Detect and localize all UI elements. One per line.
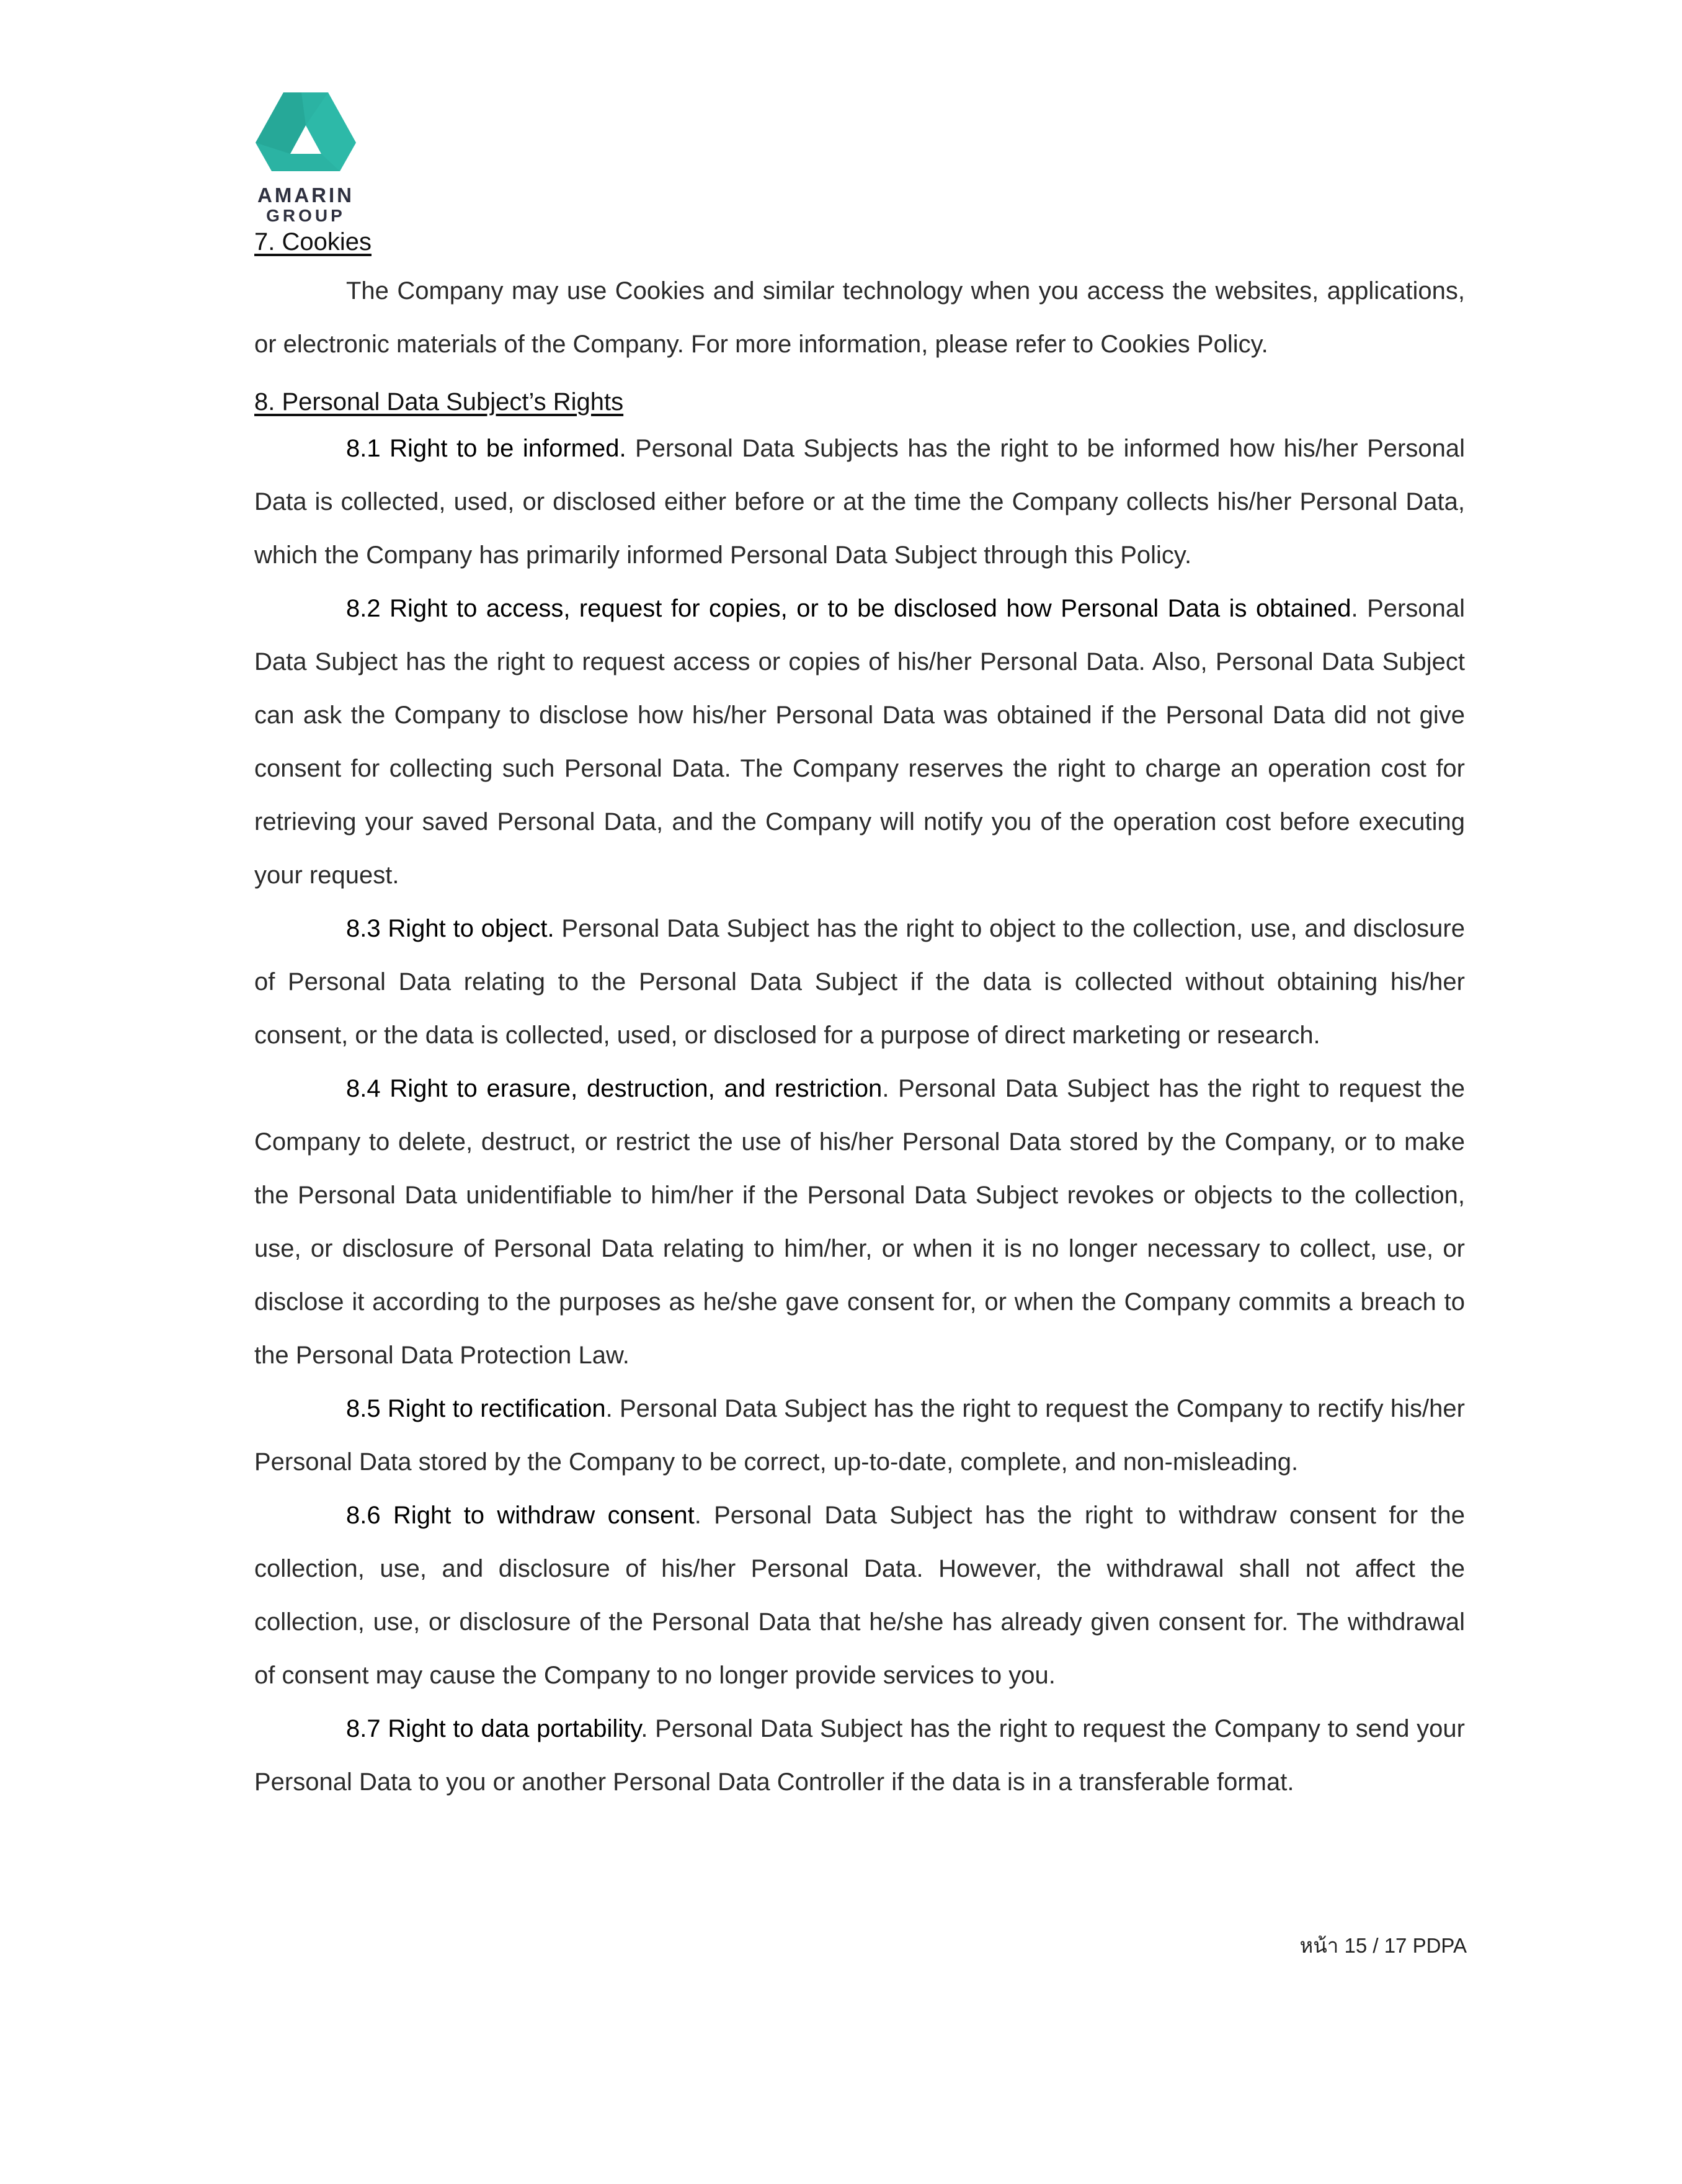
right-item-8-5 (254, 1382, 1465, 1489)
logo-wordmark: AMARIN (257, 184, 354, 207)
right-description: . Personal Data Subject has the right to request the Company to rectify his/her Personal Data stored by the Company to be correct, up-to-date, complete, and non-misleading. (254, 1395, 1465, 1476)
right-title: 8.7 Right to data portability (346, 1715, 641, 1742)
right-title: 8.3 Right to object. (346, 915, 554, 942)
right-title: 8.1 Right to be informed. (346, 435, 626, 462)
right-item-8-3 (254, 902, 1465, 1062)
page-footer: หน้า 15 / 17 PDPA (1299, 1934, 1467, 1957)
right-description: Personal Data Subject has the right to object to the collection, use, and disclosure of Personal Data relating to the Personal Data Subject if the data is collected without obtaining his/her consent, or the data is collected, used, or disclosed for a purpose of direct marketing or research. (254, 915, 1465, 1049)
right-title: 8.5 Right to rectification (346, 1395, 606, 1422)
document-body (254, 225, 1465, 1809)
cookies-paragraph: The Company may use Cookies and similar technology when you access the websites, applications, or electronic materials of the Company. For more information, please refer to Cookies Policy. (254, 277, 1465, 358)
section-heading-rights: 8. Personal Data Subject’s Rights (254, 388, 624, 416)
right-description: . Personal Data Subject has the right to withdraw consent for the collection, use, and disclosure of his/her Personal Data. However, the withdrawal shall not affect the collection, use, or disclosure of the Personal Data that he/she has already given consent for. The withdrawal of consent may cause the Company to no longer provide services to you. (254, 1502, 1465, 1689)
right-description: . Personal Data Subject has the right to request the Company to delete, destruct, or restrict the use of his/her Personal Data stored by the Company, or to make the Personal Data unidentifiable to him/her if the Personal Data Subject revokes or objects to the collection, use, or disclosure of Personal Data relating to him/her, or when it is no longer necessary to collect, use, or disclose it according to the purposes as he/she gave consent for, or when the Company commits a breach to the Personal Data Protection Law. (254, 1075, 1465, 1369)
right-item-8-2 (254, 582, 1465, 902)
right-item-8-7 (254, 1702, 1465, 1809)
right-title: 8.6 Right to withdraw consent (346, 1502, 695, 1529)
company-logo (253, 89, 358, 225)
amarin-triangle-logo-icon (253, 89, 358, 182)
right-description: . Personal Data Subject has the right to request access or copies of his/her Personal Data. Also, Personal Data Subject can ask the Company to disclose how his/her Personal Data was obtained if the Personal Data did not give consent for collecting such Personal Data. The Company reserves the right to charge an operation cost for retrieving your saved Personal Data, and the Company will notify you of the operation cost before executing your request. (254, 595, 1465, 889)
right-description: . Personal Data Subject has the right to request the Company to send your Personal Data to you or another Personal Data Controller if the data is in a transferable format. (254, 1715, 1465, 1796)
right-title: 8.2 Right to access, request for copies, or to be disclosed how Personal Data is obtained (346, 595, 1351, 622)
section-heading-cookies: 7. Cookies (254, 228, 372, 256)
right-title: 8.4 Right to erasure, destruction, and restriction (346, 1075, 883, 1102)
right-item-8-6 (254, 1489, 1465, 1702)
right-item-8-1 (254, 422, 1465, 582)
right-description: Personal Data Subjects has the right to be informed how his/her Personal Data is collected, used, or disclosed either before or at the time the Company collects his/her Personal Data, which the Company has primarily informed Personal Data Subject through this Policy. (254, 435, 1465, 569)
right-item-8-4 (254, 1062, 1465, 1382)
logo-subtitle: GROUP (266, 206, 345, 225)
